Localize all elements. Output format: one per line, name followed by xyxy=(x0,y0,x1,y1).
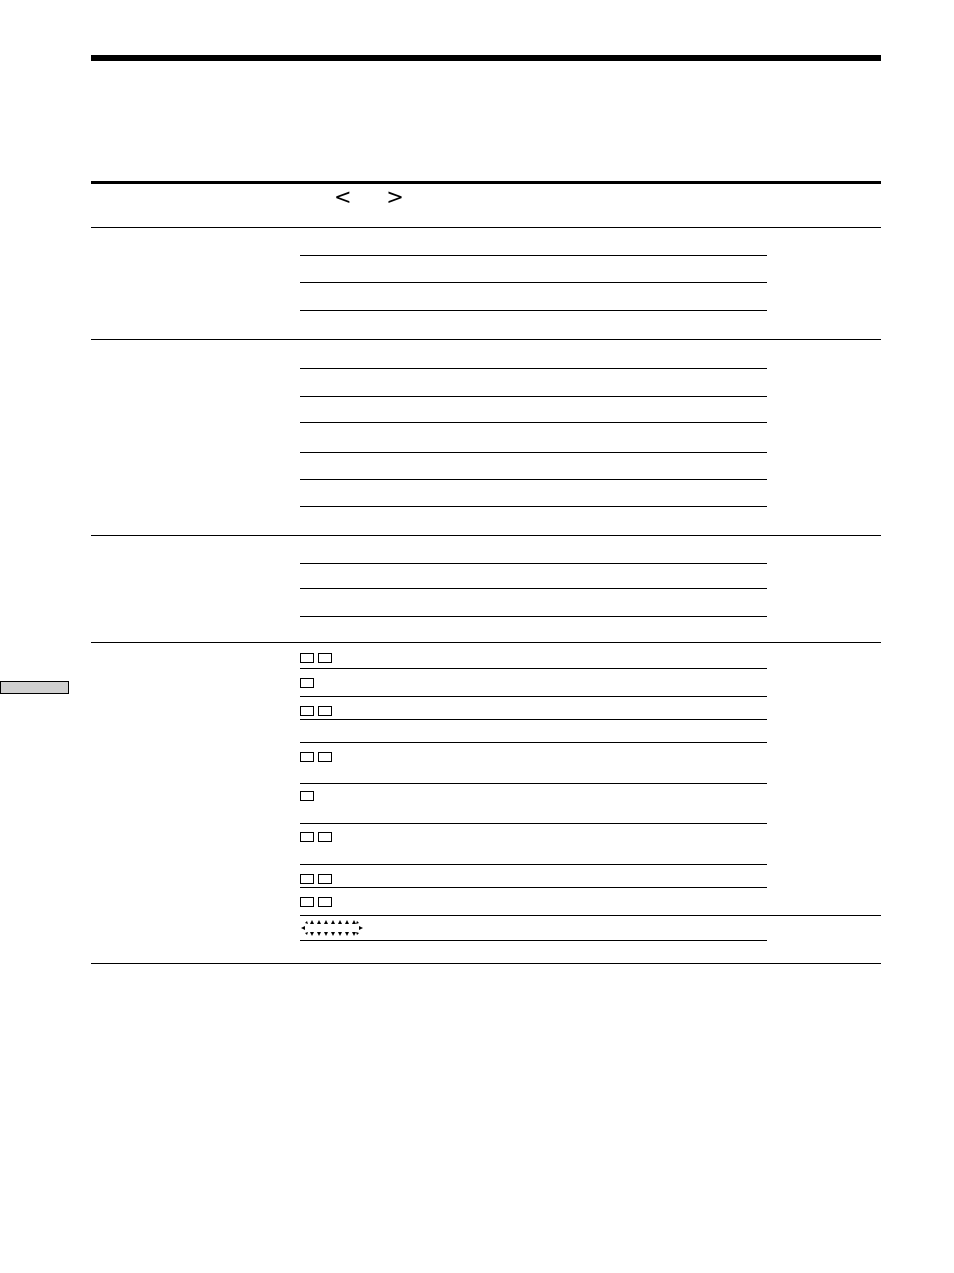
group-2-row-rule xyxy=(300,368,767,369)
group-1-bottom-rule xyxy=(91,339,881,340)
group-4-row-rule xyxy=(300,742,767,743)
group-2-bottom-rule xyxy=(91,535,881,536)
group-3-row-rule xyxy=(300,588,767,589)
group-3-bottom-rule xyxy=(91,642,881,643)
key-box-icon xyxy=(300,752,314,762)
key-box-icon xyxy=(318,874,332,884)
key-box-icon xyxy=(300,678,314,688)
group-1-row-rule xyxy=(300,310,767,311)
group-2-row-rule xyxy=(300,422,767,423)
group-2-row-rule xyxy=(300,506,767,507)
key-box-icon xyxy=(318,752,332,762)
key-box-icon xyxy=(300,653,314,663)
group-3-row-rule xyxy=(300,616,767,617)
group-2-row-rule xyxy=(300,479,767,480)
group-4-row-rule xyxy=(300,668,767,669)
table-bottom-rule xyxy=(91,963,881,964)
group-1-row-rule xyxy=(300,255,767,256)
group-2-row-rule xyxy=(300,452,767,453)
group-4-row-rule xyxy=(300,719,767,720)
key-box-icon xyxy=(300,791,314,801)
group-4-row-rule xyxy=(300,783,767,784)
group-4-row-rule xyxy=(300,887,767,888)
key-box-icon xyxy=(300,832,314,842)
group-1-row-rule xyxy=(300,282,767,283)
key-box-icon xyxy=(318,706,332,716)
group-4-row-rule xyxy=(300,915,881,916)
blinking-display-icon xyxy=(300,919,364,937)
key-box-icon xyxy=(300,706,314,716)
group-4-row-rule xyxy=(300,940,767,941)
side-thumb-tab xyxy=(0,681,69,694)
header-angle-brackets: < > xyxy=(334,185,418,209)
key-box-icon xyxy=(318,832,332,842)
key-box-icon xyxy=(318,653,332,663)
table-header-rule xyxy=(91,181,881,184)
table-header-bottom-rule xyxy=(91,227,881,228)
group-3-row-rule xyxy=(300,563,767,564)
page-top-rule xyxy=(91,55,881,61)
group-2-row-rule xyxy=(300,396,767,397)
group-4-row-rule xyxy=(300,823,767,824)
key-box-icon xyxy=(300,874,314,884)
group-4-row-rule xyxy=(300,696,767,697)
group-4-row-rule xyxy=(300,864,767,865)
key-box-icon xyxy=(318,897,332,907)
key-box-icon xyxy=(300,897,314,907)
